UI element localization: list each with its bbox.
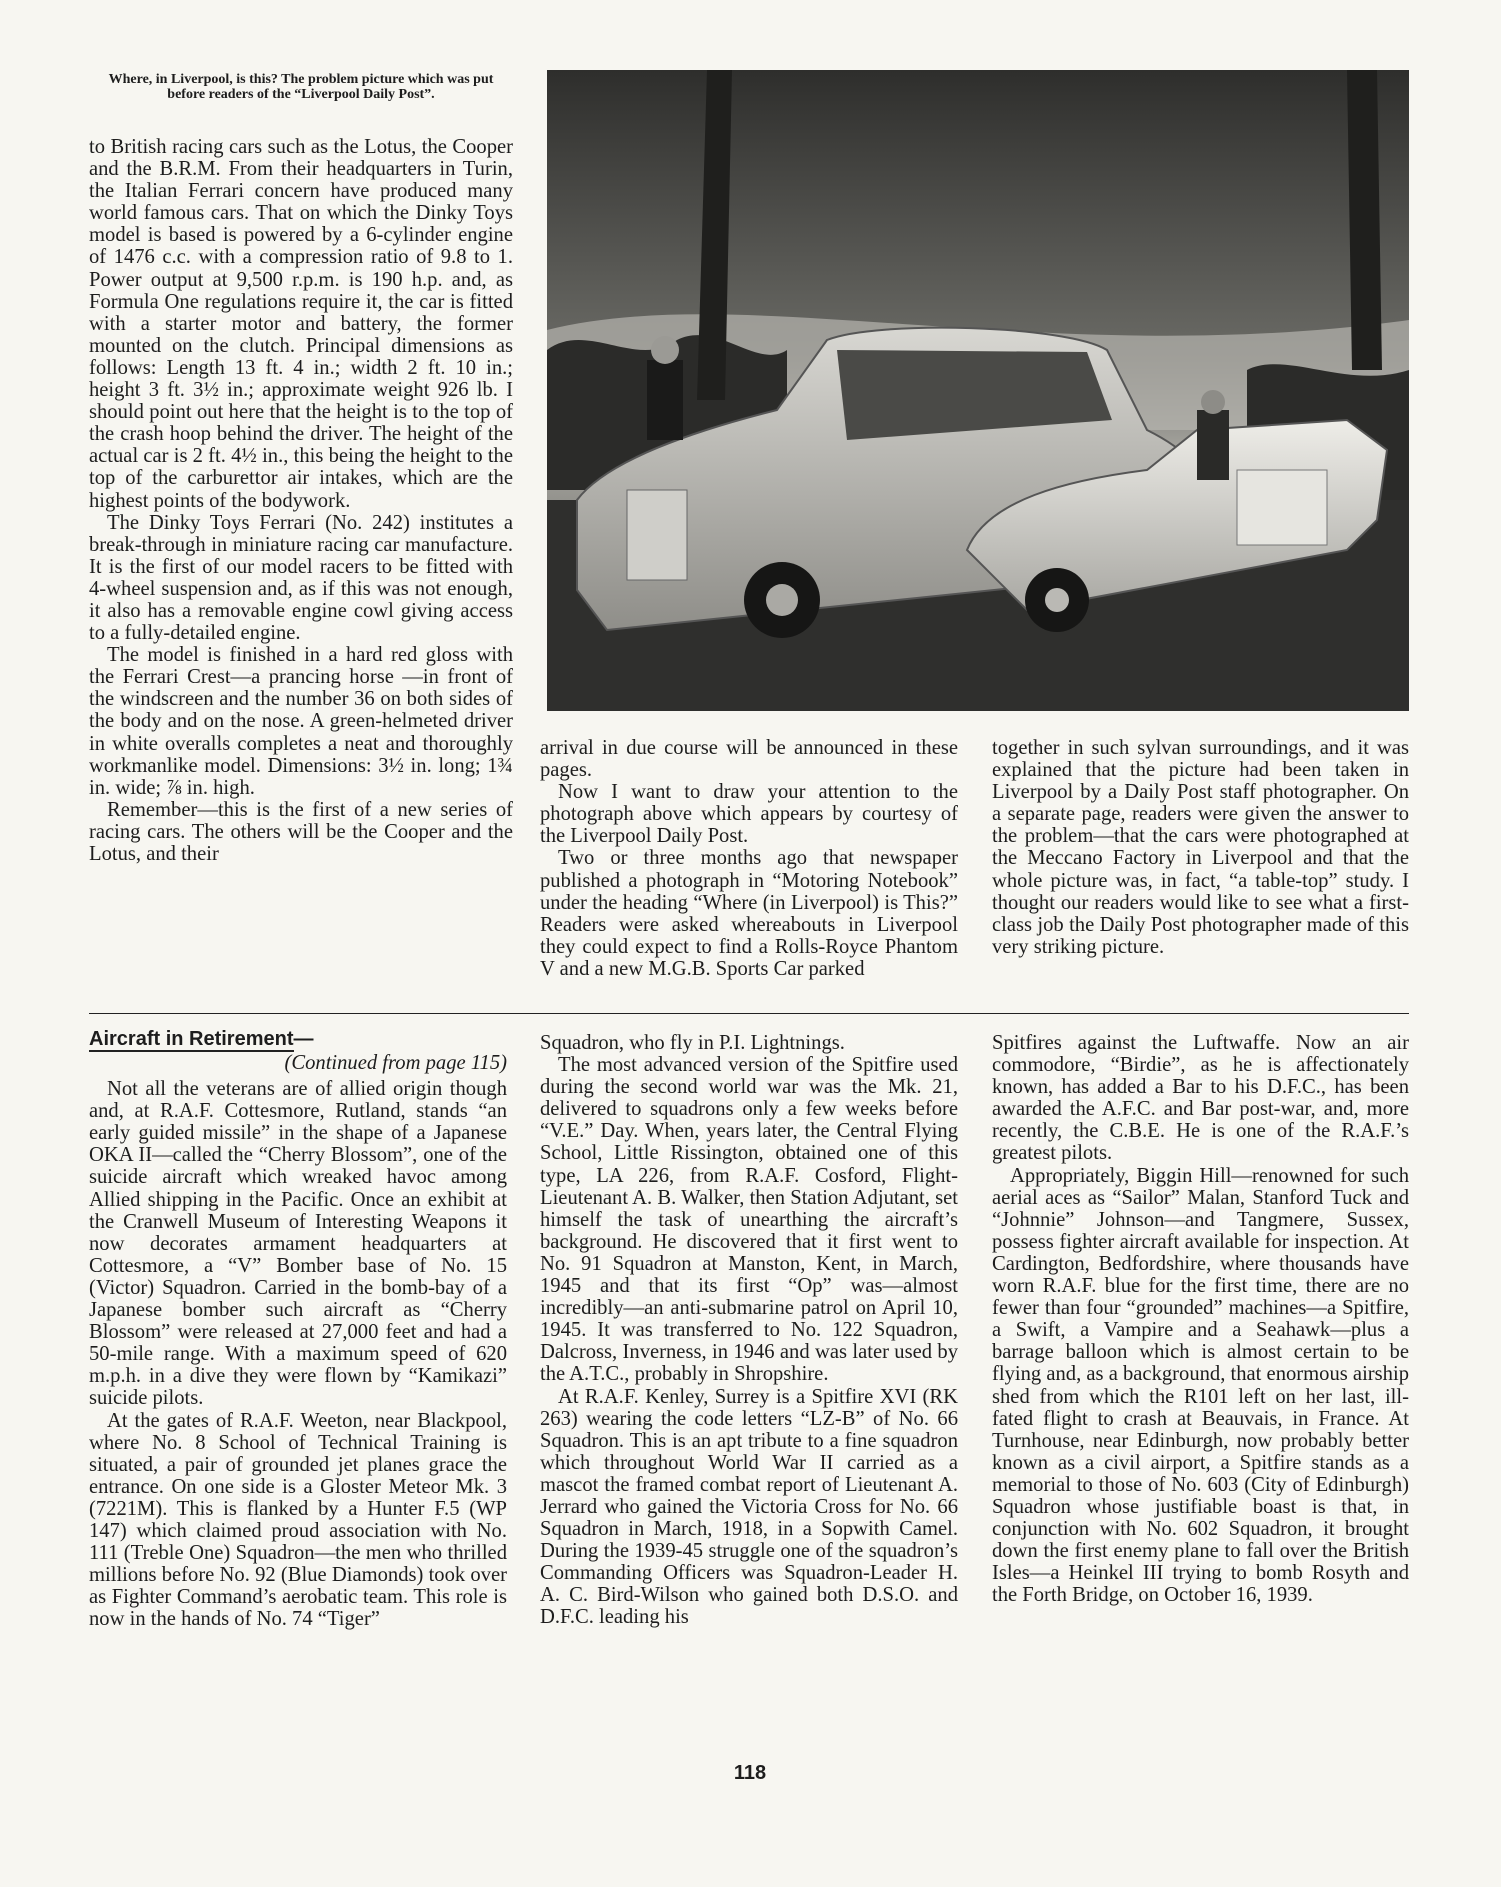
paragraph: arrival in due course will be announced in these pages.: [540, 737, 958, 782]
paragraph: The Dinky Toys Ferrari (No. 242) institutes a break-through in miniature racing car manufacture. It is the first of our model racers to be fitted with 4-wheel suspension and, as if this was not enough, it also has a removable engine cowl giving access to a fully-detailed engine.: [89, 511, 513, 645]
section-heading: [89, 1028, 507, 1050]
page-number: 118: [733, 1762, 767, 1784]
section-divider: [89, 1013, 1409, 1014]
continued-note: (Continued from page 115): [284, 1052, 507, 1074]
article-column-top-middle: [540, 737, 958, 980]
section-heading-dash: —: [293, 1028, 314, 1050]
paragraph: Spitfires against the Luftwaffe. Now an air commodore, “Birdie”, as he is affectionately known, has added a Bar to his D.F.C., has been awarded the A.F.C. and Bar post-war, and, more recently, the C.B.E. He is one of the R.A.F.’s greatest pilots.: [992, 1032, 1409, 1165]
paragraph: Squadron, who fly in P.I. Lightnings.: [540, 1032, 845, 1054]
paragraph: At the gates of R.A.F. Weeton, near Blackpool, where No. 8 School of Technical Training is situated, a pair of grounded jet planes grace the entrance. On one side is a Gloster Meteor Mk. 3 (7221M). This is flanked by a Hunter F.5 (WP 147) which claimed proud association with No. 111 (Treble One) Squadron—the men who thrilled millions before No. 92 (Blue Diamonds) took over as Fighter Command’s aerobatic team. This role is now in the hands of No. 74 “Tiger”: [89, 1409, 507, 1631]
paragraph: Not all the veterans are of allied origin though and, at R.A.F. Cottesmore, Rutland, stands “an early guided missile” in the shape of a Japanese OKA II—called the “Cherry Blossom”, one of the suicide aircraft which wreaked havoc among Allied shipping in the Pacific. Once an exhibit at the Cranwell Museum of Interesting Weapons it now decorates armament headquarters at Cottesmore, a “V” Bomber base of No. 15 (Victor) Squadron. Carried in the bomb-bay of a Japanese bomber such aircraft as “Cherry Blossom” were released at 27,000 feet and had a 50-mile range. With a maximum speed of 620 m.p.h. in a dive they were flown by “Kamikazi” suicide pilots.: [89, 1078, 507, 1410]
aircraft-column-left: [89, 1028, 507, 1630]
article-column-top-right: [992, 737, 1409, 958]
paragraph: to British racing cars such as the Lotus, the Cooper and the B.R.M. From their headquarters in Turin, the Italian Ferrari concern have produced many world famous cars. That on which the Dinky Toys model is based is powered by a 6-cylinder engine of 1476 c.c. with a compression ratio of 9.8 to 1. Power output at 9,500 r.p.m. is 190 h.p. and, as Formula One regulations require it, the car is fitted with a starter motor and battery, the former mounted on the clutch. Principal dimensions as follows: Length 13 ft. 4 in.; width 2 ft. 10 in.; height 3 ft. 3½ in.; approximate weight 926 lb. I should point out here that the height is to the top of the crash hoop behind the driver. The height of the actual car is 2 ft. 4½ in., this being the height to the top of the carburettor air intakes, which are the highest points of the bodywork.: [89, 136, 513, 512]
cars-illustration: [547, 70, 1409, 711]
aircraft-column-right: [992, 1032, 1409, 1606]
photo-cars: [547, 70, 1409, 711]
paragraph: Appropriately, Biggin Hill—renowned for such aerial aces as “Sailor” Malan, Stanford Tuck and “Johnnie” Johnson—and Tangmere, Sussex, possess fighter aircraft available for inspection. At Cardington, Bedfordshire, where thousands have worn R.A.F. blue for the first time, there are no fewer than four “grounded” machines—a Spitfire, a Swift, a Vampire and a Seahawk—plus a barrage balloon which is almost certain to be flying and, as a background, that enormous airship shed from which the R101 left on her last, ill-fated flight to crash at Beauvais, in France. At Turnhouse, near Edinburgh, now probably better known as a civil airport, a Spitfire stands as a memorial to those of No. 603 (City of Edinburgh) Squadron whose justifiable boast is that, in conjunction with No. 602 Squadron, it brought down the first enemy plane to fall over the British Isles—a Heinkel III trying to bomb Rosyth and the Forth Bridge, on October 16, 1939.: [992, 1164, 1409, 1607]
paragraph: Remember—this is the first of a new series of racing cars. The others will be the Cooper and the Lotus, and their: [89, 798, 513, 865]
paragraph: Two or three months ago that newspaper published a photograph in “Motoring Notebook” under the heading “Where (in Liverpool) is This?” Readers were asked whereabouts in Liverpool they could expect to find a Rolls-Royce Phantom V and a new M.G.B. Sports Car parked: [540, 847, 958, 980]
paragraph: The most advanced version of the Spitfire used during the second world war was the Mk. 21, delivered to squadrons only a few weeks before “V.E.” Day. When, years later, the Central Flying School, Little Rissington, obtained one of this type, LA 226, from R.A.F. Cosford, Flight-Lieutenant A. B. Walker, then Station Adjutant, set himself the task of unearthing the aircraft’s background. He discovered that it first went to No. 91 Squadron at Manston, Kent, in March, 1945 and that its first “Op” was—almost incredibly—an anti-submarine patrol on April 10, 1945. It was transferred to No. 122 Squadron, Dalcross, Inverness, in 1946 and was later used by the A.T.C., probably in Shropshire.: [540, 1054, 958, 1386]
aircraft-column-middle: [540, 1032, 958, 1629]
article-column-top-left: [89, 136, 513, 865]
photo-caption: [89, 72, 513, 102]
paragraph: The model is finished in a hard red gloss with the Ferrari Crest—a prancing horse —in front of the windscreen and the number 36 on both sides of the body and on the nose. A green-helmeted driver in white overalls completes a neat and thoroughly workmanlike model. Dimensions: 3½ in. long; 1¾ in. wide; ⅞ in. high.: [89, 644, 513, 799]
paragraph: At R.A.F. Kenley, Surrey is a Spitfire XVI (RK 263) wearing the code letters “LZ-B” of No. 66 Squadron. This is an apt tribute to a fine squadron which throughout World War II carried as a mascot the framed combat report of Lieutenant A. Jerrard who gained the Victoria Cross for No. 66 Squadron in March, 1918, in a Sopwith Camel. During the 1939-45 struggle one of the squadron’s Commanding Officers was Squadron-Leader H. A. C. Bird-Wilson who gained both D.S.O. and D.F.C. leading his: [540, 1385, 958, 1629]
paragraph: together in such sylvan surroundings, and it was explained that the picture had been taken in Liverpool by a Daily Post staff photographer. On a separate page, readers were given the answer to the problem—that the cars were photographed at the Meccano Factory in Liverpool and that the whole picture was, in fact, “a table-top” study. I thought our readers would like to see what a first-class job the Daily Post photographer made of this very striking picture.: [992, 737, 1409, 958]
section-heading-text: Aircraft in Retirement: [89, 1028, 294, 1050]
paragraph: Now I want to draw your attention to the photograph above which appears by courtesy of the Liverpool Daily Post.: [540, 781, 958, 848]
caption-text: Where, in Liverpool, is this? The problem picture which was put before readers of the “Liverpool Daily Post”.: [108, 72, 494, 102]
